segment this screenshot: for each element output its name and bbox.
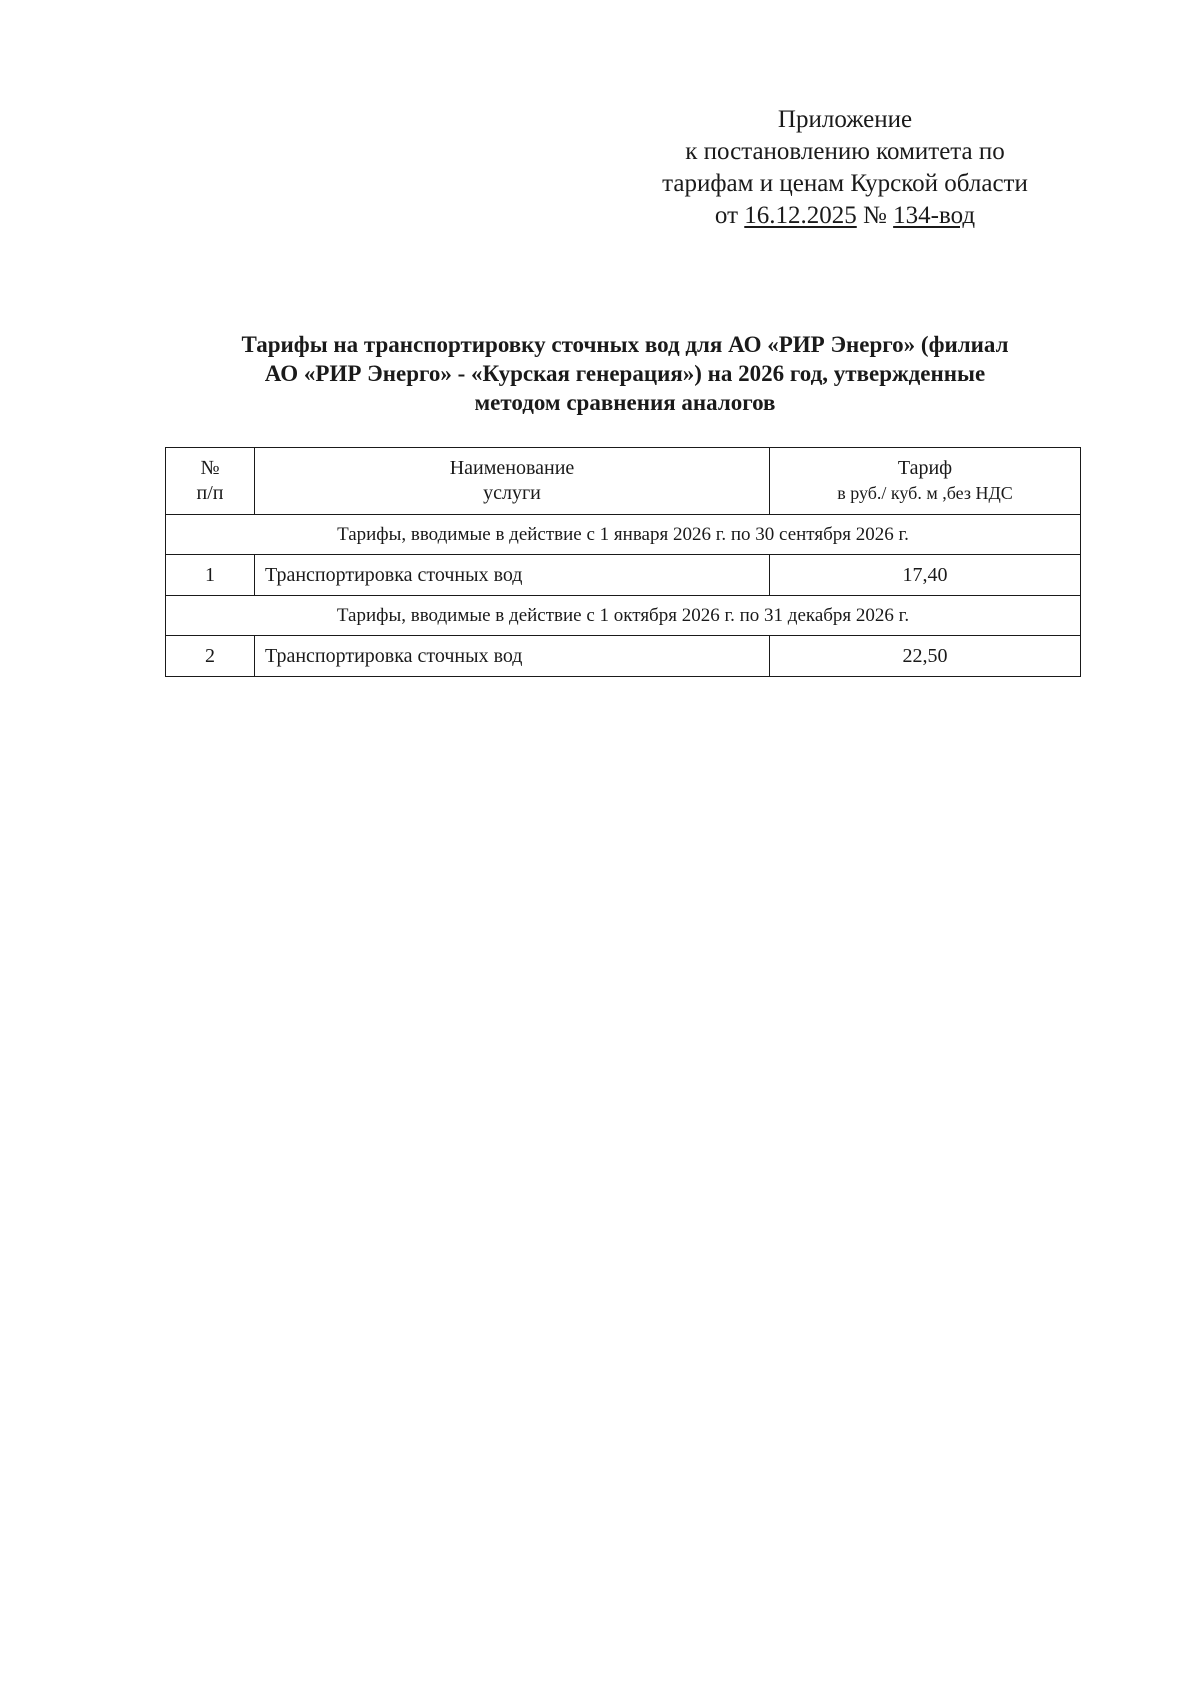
header-number-sign: № [200,457,220,479]
title-line-3: методом сравнения аналогов [474,390,776,415]
row-number: 2 [166,636,255,677]
number-sign: № [863,202,887,229]
period-title: Тарифы, вводимые в действие с 1 октября 2026 г. по 31 декабря 2026 г. [166,596,1081,636]
resolution-date: 16.12.2025 [744,202,857,229]
appendix-resolution-line: к постановлению комитета по [685,138,1005,165]
table-row [166,555,1081,596]
title-line-1: Тарифы на транспортировку сточных вод для АО «РИР Энерго» (филиал [241,332,1009,357]
period-row [166,515,1081,555]
header-number-label: п/п [196,482,224,504]
appendix-title: Приложение [777,106,913,133]
row-tariff-value: 17,40 [770,555,1081,596]
appendix-header [610,104,1080,232]
appendix-date-line [610,200,1080,232]
row-service-name: Транспортировка сточных вод [255,555,770,596]
title-line-2: АО «РИР Энерго» - «Курская генерация») на 2026 год, утвержденные [264,361,986,386]
period-row [166,596,1081,636]
document-title [170,330,1080,417]
header-number [166,448,255,515]
row-number: 1 [166,555,255,596]
period-title: Тарифы, вводимые в действие с 1 января 2026 г. по 30 сентября 2026 г. [166,515,1081,555]
date-prefix: от [714,202,739,229]
header-tariff-unit: в руб./ куб. м ,без НДС [837,483,1013,503]
tariff-table [165,447,1081,677]
row-tariff-value: 22,50 [770,636,1081,677]
table-row [166,636,1081,677]
row-service-name: Транспортировка сточных вод [255,636,770,677]
header-tariff-line-1: Тариф [897,457,953,479]
header-tariff [770,448,1081,515]
table-header-row [166,448,1081,515]
header-service-name [255,448,770,515]
appendix-committee-line: тарифам и ценам Курской области [662,170,1028,197]
header-name-line-2: услуги [483,482,541,504]
resolution-number: 134-вод [893,202,976,229]
header-name-line-1: Наименование [449,457,575,479]
